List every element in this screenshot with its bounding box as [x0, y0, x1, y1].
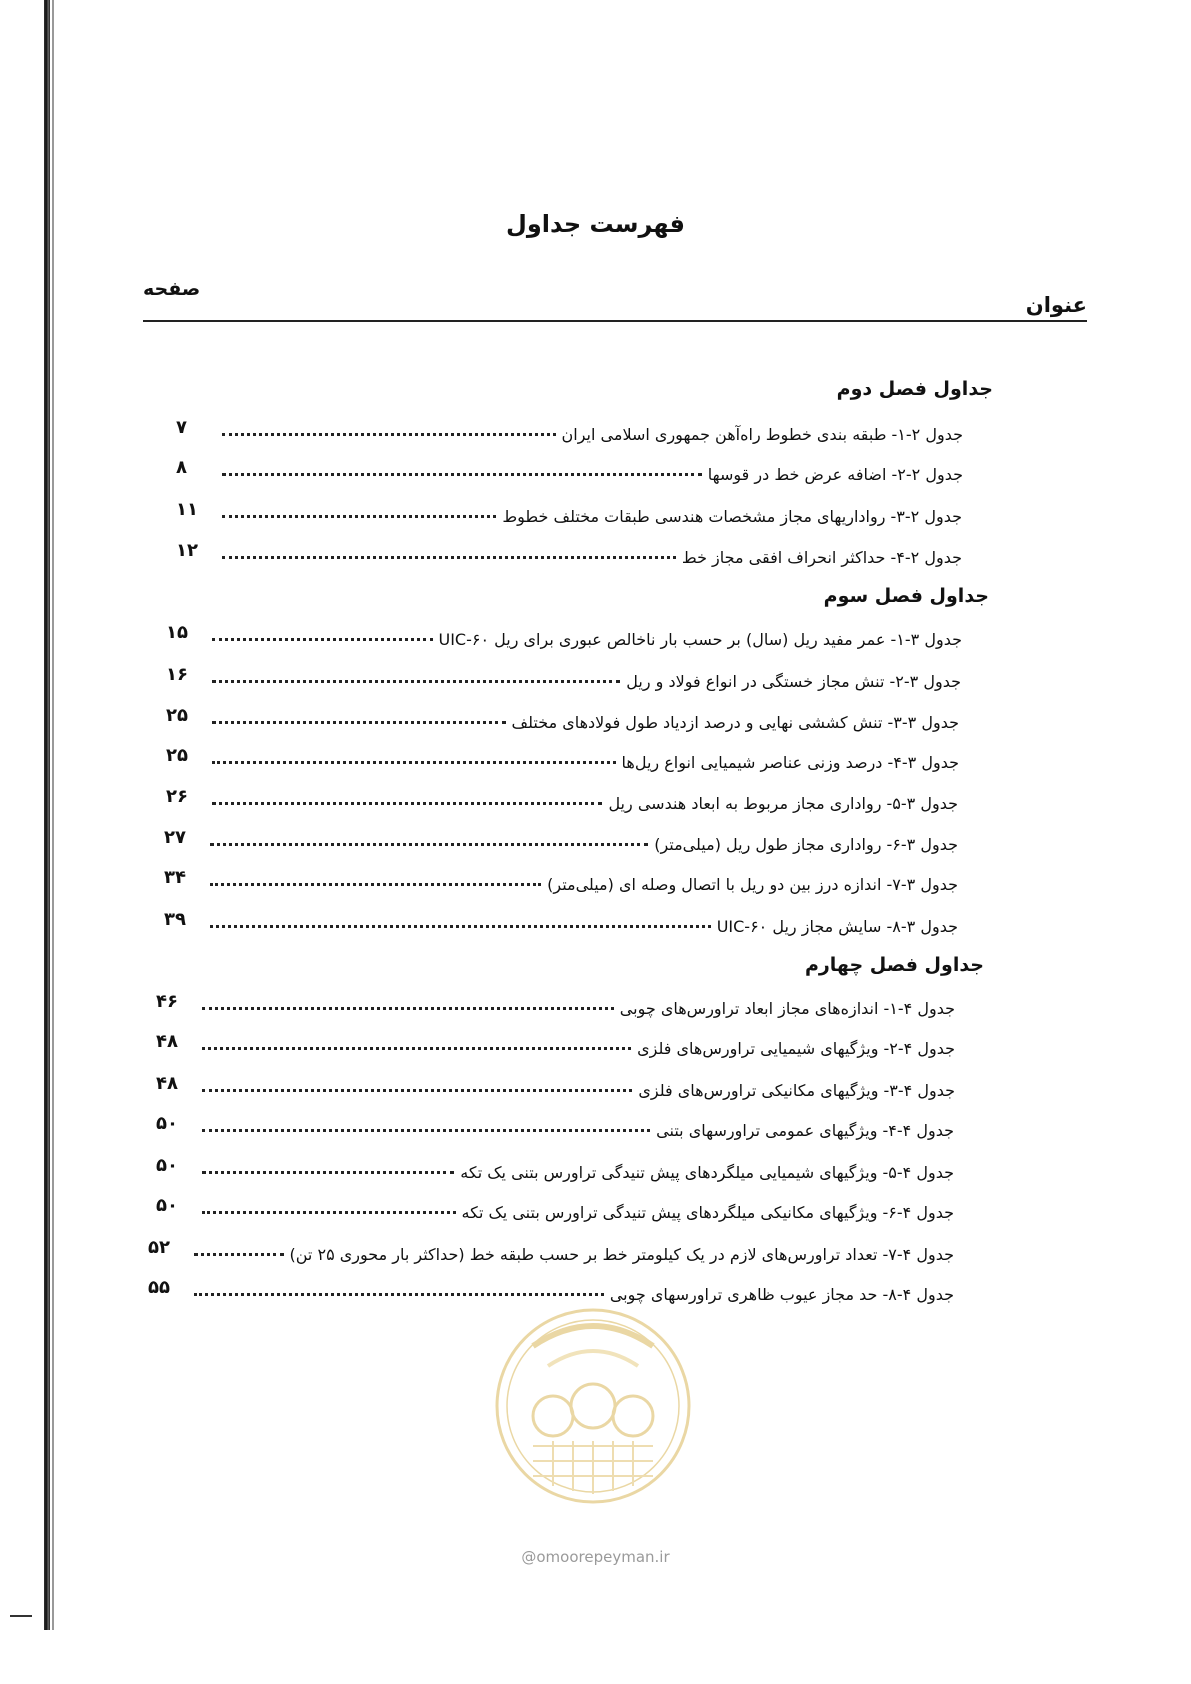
- entry-page-number: ۴۸: [156, 1031, 178, 1052]
- entry-page-number: ۳۹: [164, 909, 186, 930]
- toc-entry[interactable]: [156, 1108, 954, 1142]
- leader-dots: [202, 1211, 456, 1214]
- scan-binding-edge: [44, 0, 50, 1630]
- toc-entry[interactable]: [176, 452, 963, 486]
- entry-title: جدول ۴-۶- ویژگیهای مکانیکی میلگردهای پیش تنیدگی تراورس بتنی یک تکه: [461, 1203, 954, 1222]
- entry-page-number: ۳۴: [164, 867, 186, 888]
- entry-title: جدول ۳-۵- رواداری مجاز مربوط به ابعاد هندسی ریل: [608, 794, 958, 813]
- entry-page-number: ۵۵: [148, 1277, 170, 1298]
- entry-title: جدول ۳-۶- رواداری مجاز طول ریل (میلی‌متر): [654, 835, 958, 854]
- entry-title: جدول ۲-۴- حداکثر انحراف افقی مجاز خط: [681, 548, 962, 567]
- entry-title: جدول ۴-۳- ویژگیهای مکانیکی تراورس‌های فلزی: [638, 1081, 955, 1100]
- entry-title: جدول ۳-۲- تنش مجاز خستگی در انواع فولاد و ریل: [626, 672, 961, 691]
- entry-page-number: ۲۶: [166, 786, 188, 807]
- leader-dots: [222, 473, 702, 476]
- entry-title: جدول ۲-۳- رواداریهای مجاز مشخصات هندسی طبقات مختلف خطوط: [502, 507, 962, 526]
- leader-dots: [202, 1047, 631, 1050]
- entry-page-number: ۸: [176, 457, 187, 478]
- entry-page-number: ۴۶: [156, 991, 178, 1012]
- entry-title: جدول ۴-۷- تعداد تراورس‌های لازم در یک کیلومتر خط بر حسب طبقه خط (حداکثر بار محوری ۲۵ تن): [289, 1245, 954, 1264]
- leader-dots: [212, 802, 602, 805]
- entry-page-number: ۱۵: [166, 622, 188, 643]
- leader-dots: [202, 1089, 632, 1092]
- entry-title: جدول ۳-۱- عمر مفید ریل (سال) بر حسب بار ناخالص عبوری برای ریل UIC-۶۰: [438, 630, 962, 649]
- scan-binding-edge-light: [52, 0, 54, 1630]
- leader-dots: [202, 1129, 650, 1132]
- leader-dots: [212, 761, 616, 764]
- watermark-seal-icon: [493, 1306, 693, 1506]
- toc-entry[interactable]: [166, 617, 962, 651]
- entry-title: جدول ۴-۸- حد مجاز عیوب ظاهری تراورسهای چوبی: [609, 1285, 954, 1304]
- leader-dots: [212, 638, 433, 641]
- entry-page-number: ۲۵: [166, 705, 188, 726]
- leader-dots: [222, 433, 556, 436]
- entry-page-number: ۲۵: [166, 745, 188, 766]
- entry-page-number: ۱۶: [166, 664, 188, 685]
- entry-title: جدول ۲-۲- اضافه عرض خط در قوسها: [707, 465, 963, 484]
- toc-entry[interactable]: [166, 740, 959, 774]
- toc-entry[interactable]: [166, 700, 959, 734]
- entry-title: جدول ۳-۷- اندازه درز بین دو ریل با اتصال وصله ای (میلی‌متر): [547, 875, 958, 894]
- column-header-title: عنوان: [1025, 293, 1087, 317]
- leader-dots: [210, 843, 648, 846]
- toc-entry[interactable]: [176, 412, 963, 446]
- watermark-site: @omoorepeyman.ir: [521, 1548, 670, 1566]
- leader-dots: [194, 1293, 604, 1296]
- leader-dots: [194, 1253, 284, 1256]
- section-heading-chapter-2: جداول فصل دوم: [836, 378, 993, 400]
- entry-page-number: ۷: [176, 417, 187, 438]
- toc-entry[interactable]: [176, 494, 962, 528]
- entry-title: جدول ۳-۴- درصد وزنی عناصر شیمیایی انواع ریل‌ها: [621, 753, 959, 772]
- header-divider: [143, 320, 1087, 322]
- scan-artifact: [10, 1615, 32, 1617]
- leader-dots: [212, 721, 506, 724]
- section-heading-chapter-4: جداول فصل چهارم: [804, 954, 984, 976]
- entry-title: جدول ۴-۲- ویژگیهای شیمیایی تراورس‌های فلزی: [637, 1039, 955, 1058]
- toc-entry[interactable]: [166, 781, 958, 815]
- toc-entry[interactable]: [156, 1026, 955, 1060]
- toc-entry[interactable]: [164, 822, 958, 856]
- entry-title: جدول ۲-۱- طبقه بندی خطوط راه‌آهن جمهوری اسلامی ایران: [561, 425, 963, 444]
- toc-entry[interactable]: [176, 535, 962, 569]
- toc-entry[interactable]: [148, 1232, 954, 1266]
- leader-dots: [202, 1007, 614, 1010]
- leader-dots: [222, 515, 496, 518]
- entry-title: جدول ۴-۴- ویژگیهای عمومی تراورسهای بتنی: [656, 1121, 954, 1140]
- toc-entry[interactable]: [156, 1150, 954, 1184]
- section-heading-chapter-3: جداول فصل سوم: [823, 585, 989, 607]
- leader-dots: [212, 680, 620, 683]
- toc-entry[interactable]: [166, 659, 961, 693]
- column-header-page: صفحه: [143, 278, 201, 300]
- entry-page-number: ۲۷: [164, 827, 186, 848]
- leader-dots: [210, 883, 541, 886]
- toc-entry[interactable]: [156, 986, 955, 1020]
- entry-page-number: ۱۱: [176, 499, 198, 520]
- leader-dots: [222, 556, 676, 559]
- toc-entry[interactable]: [164, 904, 958, 938]
- entry-page-number: ۵۰: [156, 1155, 178, 1176]
- entry-page-number: ۵۰: [156, 1195, 178, 1216]
- page-title: فهرست جداول: [506, 210, 685, 238]
- entry-title: جدول ۳-۸- سایش مجاز ریل UIC-۶۰: [716, 917, 958, 936]
- toc-entry[interactable]: [164, 862, 958, 896]
- entry-title: جدول ۴-۱- اندازه‌های مجاز ابعاد تراورس‌های چوبی: [619, 999, 955, 1018]
- entry-title: جدول ۴-۵- ویژگیهای شیمیایی میلگردهای پیش تنیدگی تراورس بتنی یک تکه: [460, 1163, 954, 1182]
- toc-entry[interactable]: [148, 1272, 954, 1306]
- entry-page-number: ۱۲: [176, 540, 198, 561]
- toc-entry[interactable]: [156, 1190, 954, 1224]
- entry-page-number: ۵۰: [156, 1113, 178, 1134]
- entry-page-number: ۵۲: [148, 1237, 170, 1258]
- leader-dots: [202, 1171, 454, 1174]
- leader-dots: [210, 925, 711, 928]
- entry-title: جدول ۳-۳- تنش کششی نهایی و درصد ازدیاد طول فولادهای مختلف: [511, 713, 959, 732]
- entry-page-number: ۴۸: [156, 1073, 178, 1094]
- toc-entry[interactable]: [156, 1068, 955, 1102]
